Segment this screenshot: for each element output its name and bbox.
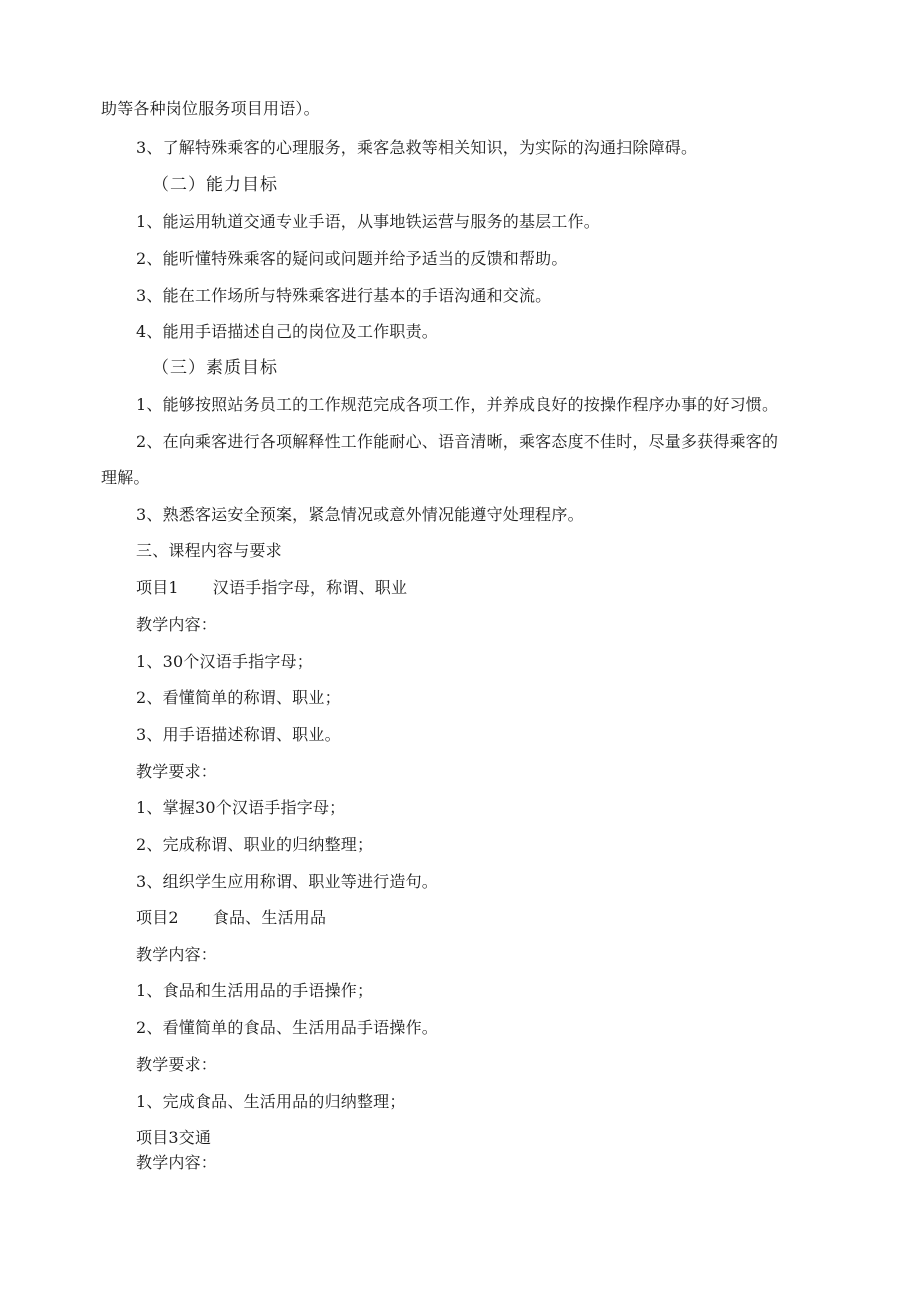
list-item: 2、看懂简单的食品、生活用品手语操作。 — [136, 1018, 438, 1037]
ability-goals-heading: （二）能力目标 — [152, 175, 278, 195]
list-item: 1、食品和生活用品的手语操作； — [136, 981, 374, 1000]
quality-goal-2-continuation: 理解。 — [101, 468, 150, 487]
list-item: 1、完成食品、生活用品的归纳整理； — [136, 1092, 406, 1111]
project-2-heading — [136, 908, 326, 928]
project-3-heading: 项目3交通 — [136, 1128, 212, 1147]
quality-goals-heading: （三）素质目标 — [152, 358, 278, 378]
ability-goal-3: 3、能在工作场所与特殊乘客进行基本的手语沟通和交流。 — [136, 286, 552, 305]
list-item: 1、掌握30个汉语手指字母； — [136, 798, 346, 817]
teaching-content-label: 教学内容： — [136, 945, 218, 964]
ability-goal-2: 2、能听懂特殊乘客的疑问或问题并给予适当的反馈和帮助。 — [136, 249, 568, 268]
ability-goal-1: 1、能运用轨道交通专业手语，从事地铁运营与服务的基层工作。 — [136, 212, 600, 231]
knowledge-goal-3: 3、了解特殊乘客的心理服务，乘客急救等相关知识，为实际的沟通扫除障碍。 — [136, 138, 698, 157]
list-item: 3、用手语描述称谓、职业。 — [136, 725, 341, 744]
teaching-requirements-label: 教学要求： — [136, 762, 218, 781]
list-item: 2、完成称谓、职业的归纳整理； — [136, 835, 374, 854]
project-2-label: 项目2 — [136, 908, 179, 927]
project-1-title: 汉语手指字母，称谓、职业 — [212, 578, 408, 597]
project-1-heading — [136, 578, 407, 598]
quality-goal-1: 1、能够按照站务员工的工作规范完成各项工作，并养成良好的按操作程序办事的好习惯。 — [136, 395, 779, 414]
list-item: 3、组织学生应用称谓、职业等进行造句。 — [136, 872, 438, 891]
teaching-content-label: 教学内容： — [136, 1153, 218, 1172]
paragraph-continuation: 助等各种岗位服务项目用语）。 — [101, 99, 320, 118]
teaching-content-label: 教学内容： — [136, 615, 218, 634]
quality-goal-2: 2、在向乘客进行各项解释性工作能耐心、语音清晰，乘客态度不佳时，尽量多获得乘客的 — [136, 432, 779, 451]
ability-goal-4: 4、能用手语描述自己的岗位及工作职责。 — [136, 322, 438, 341]
list-item: 1、30个汉语手指字母； — [136, 652, 313, 671]
quality-goal-3: 3、熟悉客运安全预案，紧急情况或意外情况能遵守处理程序。 — [136, 505, 584, 524]
project-2-title: 食品、生活用品 — [212, 908, 327, 927]
section-heading: 三、课程内容与要求 — [136, 541, 282, 560]
teaching-requirements-label: 教学要求： — [136, 1055, 218, 1074]
project-1-label: 项目1 — [136, 578, 179, 597]
list-item: 2、看懂简单的称谓、职业； — [136, 688, 341, 707]
